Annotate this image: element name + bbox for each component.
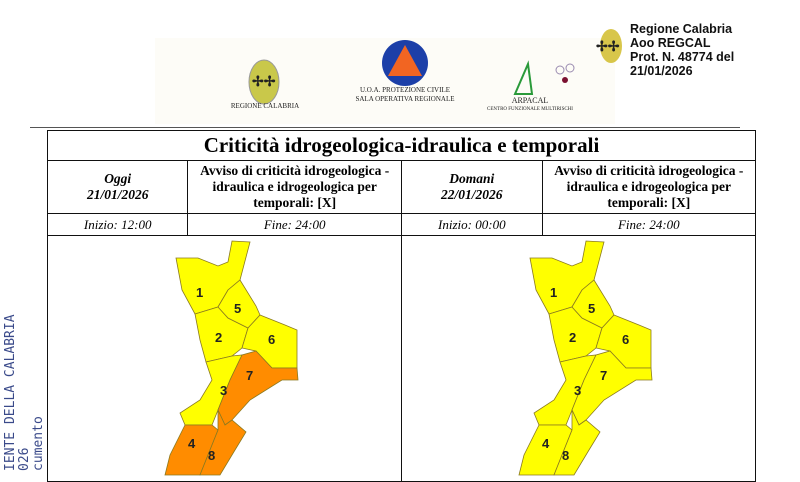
today-header: Oggi 21/01/2026 — [48, 161, 188, 214]
tomorrow-start: Inizio: 00:00 — [402, 214, 543, 236]
svg-text:✢✢: ✢✢ — [596, 38, 620, 54]
protocol-stamp — [630, 22, 800, 78]
tomorrow-map-cell — [402, 236, 756, 482]
svg-text:✢✢: ✢✢ — [252, 73, 276, 89]
protezione-caption: U.O.A. PROTEZIONE CIVILE SALA OPERATIVA REGIONALE — [355, 86, 455, 103]
zone-4-label: 4 — [542, 436, 550, 451]
arpacal-logo — [510, 60, 600, 98]
zone-6-label: 6 — [622, 332, 630, 347]
today-end: Fine: 24:00 — [188, 214, 402, 236]
today-map-cell — [48, 236, 402, 482]
protocol-line: Regione Calabria — [630, 22, 733, 36]
zone-7-label: 7 — [600, 368, 608, 383]
protezione-civile-logo — [380, 38, 430, 88]
zone-1-label: 1 — [550, 285, 558, 300]
tomorrow-alert-map — [402, 236, 755, 476]
regione-calabria-logo — [247, 58, 281, 106]
today-notice: Avviso di criticità idrogeologica - idraulica e idrogeologica per temporali: [X] — [188, 161, 402, 214]
zone-3-label: 3 — [574, 383, 582, 398]
zone-3-label: 3 — [220, 383, 228, 398]
protocol-number: Prot. N. 48774 del 21/01/2026 — [630, 50, 735, 78]
tomorrow-notice: Avviso di criticità idrogeologica - idraulica e idrogeologica per temporali: [X] — [542, 161, 755, 214]
regione-stamp-logo — [594, 28, 628, 64]
zone-2-label: 2 — [215, 330, 223, 345]
tomorrow-end: Fine: 24:00 — [542, 214, 755, 236]
divider — [30, 127, 740, 128]
arpacal-caption: ARPACAL CENTRO FUNZIONALE MULTIRISCHI — [487, 96, 573, 112]
zone-7-label: 7 — [246, 368, 254, 383]
side-watermark: IENTE DELLA CALABRIA 026 cumento — [3, 314, 46, 471]
criticality-table — [47, 130, 756, 482]
zone-4-label: 4 — [188, 436, 196, 451]
header-logos — [155, 38, 615, 124]
zone-6-label: 6 — [268, 332, 276, 347]
zone-5-label: 5 — [588, 301, 596, 316]
today-alert-map — [48, 236, 401, 476]
table-title: Criticità idrogeologica-idraulica e temporali — [48, 131, 756, 161]
zone-5-label: 5 — [234, 301, 242, 316]
zone-2-label: 2 — [569, 330, 577, 345]
tomorrow-header: Domani 22/01/2026 — [402, 161, 543, 214]
zone-1-label: 1 — [196, 285, 204, 300]
today-start: Inizio: 12:00 — [48, 214, 188, 236]
zone-8-label: 8 — [562, 448, 570, 463]
regione-caption: REGIONE CALABRIA — [230, 102, 300, 110]
zone-8-label: 8 — [208, 448, 216, 463]
protocol-line: Aoo REGCAL — [630, 36, 711, 50]
